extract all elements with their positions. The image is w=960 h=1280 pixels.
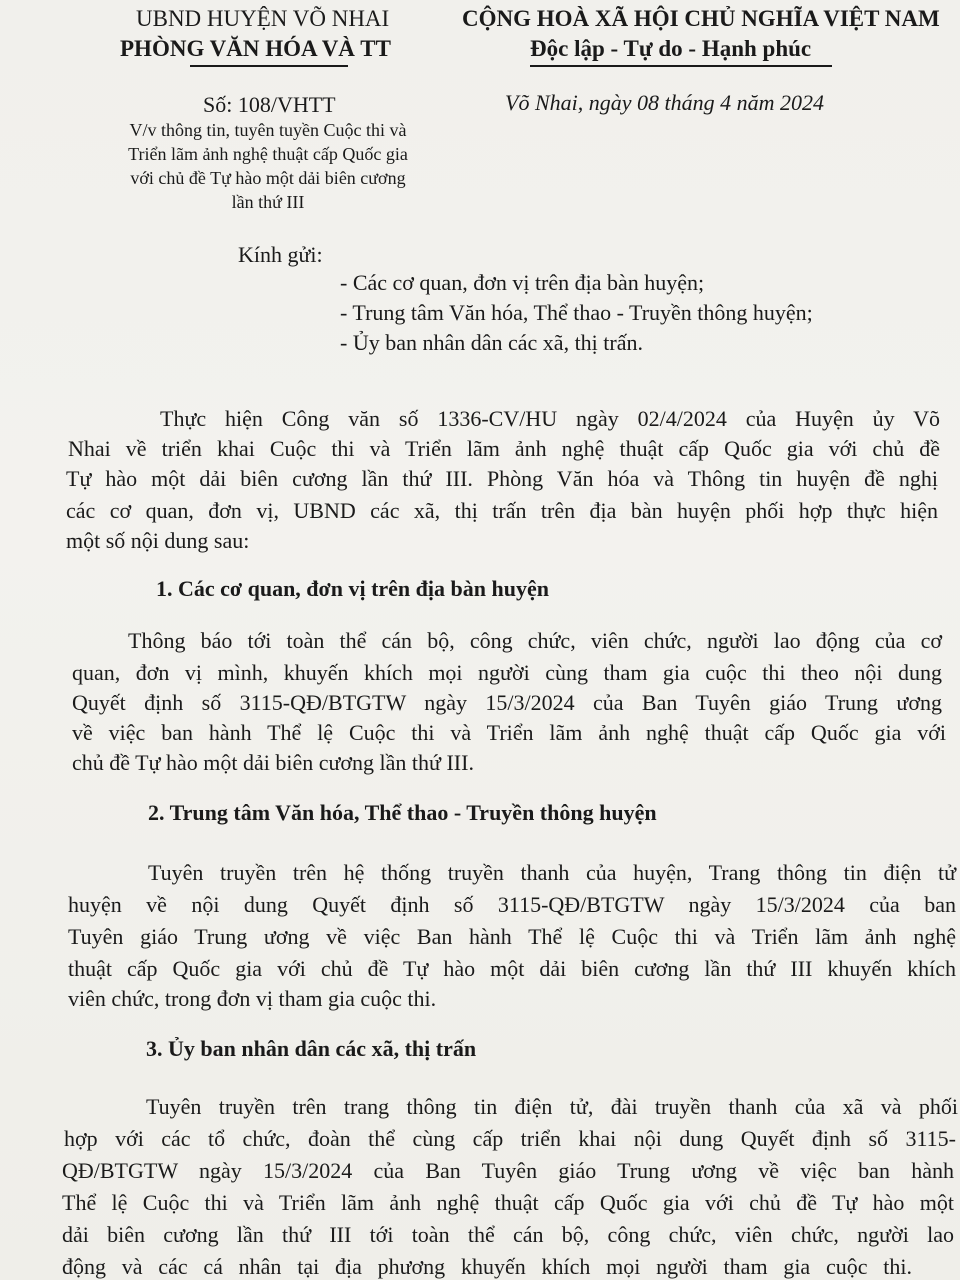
section-line: Thông báo tới toàn thể cán bộ, công chức, viên chức, người lao động của cơ <box>128 628 942 653</box>
section-heading: 2. Trung tâm Văn hóa, Thể thao - Truyền thông huyện <box>148 800 657 825</box>
section-line: Quyết định số 3115-QĐ/BTGTW ngày 15/3/2024 của Ban Tuyên giáo Trung ương <box>72 690 942 715</box>
section-line: Tuyên giáo Trung ương về việc Ban hành Thể lệ Cuộc thi và Triển lãm ảnh nghệ <box>68 924 956 949</box>
agency-name: UBND HUYỆN VÕ NHAI <box>136 6 390 31</box>
section-line: Tuyên truyền trên hệ thống truyền thanh của huyện, Trang thông tin điện tử <box>148 860 956 885</box>
recipient-item: - Các cơ quan, đơn vị trên địa bàn huyện; <box>340 270 705 295</box>
intro-line: các cơ quan, đơn vị, UBND các xã, thị trấn trên địa bàn huyện phối hợp thực hiện <box>66 498 938 523</box>
section-line: động và các cá nhân tại địa phương khuyến khích mọi người tham gia cuộc thi. <box>62 1254 912 1279</box>
nation-motto: Độc lập - Tự do - Hạnh phúc <box>530 36 812 61</box>
section-line: quan, đơn vị mình, khuyến khích mọi người cùng tham gia cuộc thi theo nội dung <box>72 660 942 685</box>
recipients-label: Kính gửi: <box>238 242 323 267</box>
section-line: Tuyên truyền trên trang thông tin điện tử, đài truyền thanh của xã và phối <box>146 1094 958 1119</box>
recipient-item: - Trung tâm Văn hóa, Thể thao - Truyền thông huyện; <box>340 300 813 325</box>
subject-line: lần thứ III <box>231 192 305 212</box>
section-line: dải biên cương lần thứ III tới toàn thể cán bộ, công chức, viên chức, người lao <box>62 1222 954 1247</box>
section-heading: 3. Ủy ban nhân dân các xã, thị trấn <box>146 1036 477 1061</box>
section-line: chủ đề Tự hào một dải biên cương lần thứ III. <box>72 750 474 775</box>
intro-line: một số nội dung sau: <box>66 528 250 553</box>
place-date: Võ Nhai, ngày 08 tháng 4 năm 2024 <box>505 90 824 115</box>
department-name: PHÒNG VĂN HÓA VÀ TT <box>120 36 391 61</box>
intro-line: Thực hiện Công văn số 1336-CV/HU ngày 02/4/2024 của Huyện ủy Võ <box>160 406 940 431</box>
section-heading: 1. Các cơ quan, đơn vị trên địa bàn huyện <box>156 576 549 601</box>
section-line: hợp với các tổ chức, đoàn thể cùng cấp triển khai nội dung Quyết định số 3115- <box>64 1126 956 1151</box>
section-line: viên chức, trong đơn vị tham gia cuộc thi. <box>68 986 437 1011</box>
subject-line: với chủ đề Tự hào một dải biên cương <box>130 168 406 188</box>
department-underline <box>190 65 348 67</box>
section-line: huyện về nội dung Quyết định số 3115-QĐ/BTGTW ngày 15/3/2024 của ban <box>68 892 956 917</box>
document-number: Số: 108/VHTT <box>203 92 336 117</box>
motto-underline <box>530 65 832 67</box>
section-line: thuật cấp Quốc gia với chủ đề Tự hào một dải biên cương lần thứ III khuyến khích <box>68 956 956 981</box>
intro-line: Tự hào một dải biên cương lần thứ III. Phòng Văn hóa và Thông tin huyện đề nghị <box>66 466 938 491</box>
section-line: Thể lệ Cuộc thi và Triển lãm ảnh nghệ thuật cấp Quốc gia với chủ đề Tự hào một <box>62 1190 954 1215</box>
subject-line: V/v thông tin, tuyên tuyền Cuộc thi và <box>129 120 407 140</box>
recipient-item: - Ủy ban nhân dân các xã, thị trấn. <box>340 330 643 355</box>
subject-line: Triển lãm ảnh nghệ thuật cấp Quốc gia <box>128 144 408 164</box>
section-line: về việc ban hành Thể lệ Cuộc thi và Triển lãm ảnh nghệ thuật cấp Quốc gia với <box>72 720 946 745</box>
intro-line: Nhai về triển khai Cuộc thi và Triển lãm ảnh nghệ thuật cấp Quốc gia với chủ đề <box>68 436 940 461</box>
nation-title: CỘNG HOÀ XÃ HỘI CHỦ NGHĨA VIỆT NAM <box>462 6 940 31</box>
subject-block <box>68 118 468 214</box>
section-line: QĐ/BTGTW ngày 15/3/2024 của Ban Tuyên giáo Trung ương về việc ban hành <box>62 1158 954 1183</box>
